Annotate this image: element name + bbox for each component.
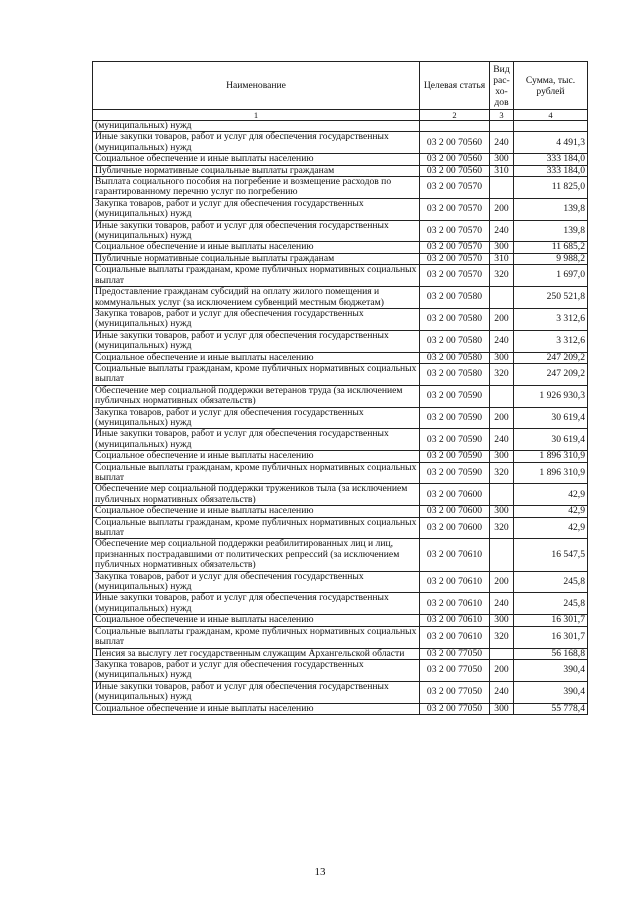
table-row [93,681,588,703]
table-row [93,253,588,264]
row-code-cell: 03 2 00 70610 [420,593,490,615]
header-sum: Сумма, тыс. рублей [514,62,588,110]
row-kind-cell: 300 [490,615,514,626]
row-name-cell: Закупка товаров, работ и услуг для обеспечения государственных (муниципальных) нужд [93,198,420,220]
row-sum-cell: 3 312,6 [514,308,588,330]
table-row [93,330,588,352]
page-number: 13 [314,866,326,878]
row-kind-cell: 300 [490,154,514,165]
table-row [93,626,588,648]
row-sum-cell: 42,9 [514,517,588,539]
row-code-cell: 03 2 00 70570 [420,242,490,253]
row-kind-cell: 200 [490,407,514,429]
row-sum-cell: 16 301,7 [514,626,588,648]
table-body [93,121,588,715]
table-row [93,517,588,539]
row-kind-cell: 200 [490,308,514,330]
row-name-cell: Социальные выплаты гражданам, кроме публичных нормативных социальных выплат [93,265,420,287]
table-row [93,615,588,626]
row-name-cell: Социальное обеспечение и иные выплаты населению [93,615,420,626]
row-kind-cell: 300 [490,242,514,253]
row-sum-cell: 390,4 [514,681,588,703]
row-kind-cell: 240 [490,132,514,154]
table-row [93,571,588,593]
row-kind-cell: 240 [490,429,514,451]
table-row [93,648,588,659]
row-name-cell: Социальное обеспечение и иные выплаты населению [93,703,420,714]
row-kind-cell: 240 [490,330,514,352]
row-name-cell: Социальное обеспечение и иные выплаты населению [93,352,420,363]
row-code-cell: 03 2 00 70580 [420,352,490,363]
row-sum-cell: 42,9 [514,484,588,506]
row-code-cell: 03 2 00 70570 [420,220,490,242]
row-kind-cell [490,484,514,506]
header-kind: Вид рас-хо-дов [490,62,514,110]
row-sum-cell: 30 619,4 [514,429,588,451]
table-row [93,462,588,484]
row-code-cell: 03 2 00 70600 [420,506,490,517]
table-row [93,363,588,385]
row-code-cell: 03 2 00 70600 [420,484,490,506]
row-name-cell: Выплата социального пособия на погребение и возмещение расходов по гарантированному перечню услуг по погребению [93,177,420,199]
row-code-cell: 03 2 00 70580 [420,330,490,352]
table-row [93,385,588,407]
row-code-cell: 03 2 00 70590 [420,407,490,429]
row-sum-cell: 9 988,2 [514,253,588,264]
row-code-cell: 03 2 00 70570 [420,177,490,199]
row-name-cell: Иные закупки товаров, работ и услуг для обеспечения государственных (муниципальных) нужд [93,220,420,242]
row-kind-cell: 320 [490,462,514,484]
table-row [93,308,588,330]
row-name-cell: Закупка товаров, работ и услуг для обеспечения государственных (муниципальных) нужд [93,407,420,429]
row-code-cell: 03 2 00 77050 [420,681,490,703]
table-row [93,265,588,287]
row-sum-cell: 250 521,8 [514,287,588,309]
row-code-cell: 03 2 00 70610 [420,571,490,593]
row-name-cell: Социальное обеспечение и иные выплаты населению [93,242,420,253]
row-code-cell: 03 2 00 70600 [420,517,490,539]
row-name-cell: Публичные нормативные социальные выплаты гражданам [93,165,420,176]
column-number: 3 [490,110,514,121]
row-name-cell: Социальное обеспечение и иные выплаты населению [93,154,420,165]
table-row [93,287,588,309]
row-sum-cell: 3 312,6 [514,330,588,352]
row-code-cell: 03 2 00 77050 [420,703,490,714]
row-kind-cell: 310 [490,165,514,176]
row-kind-cell: 200 [490,659,514,681]
row-name-cell: (муниципальных) нужд [93,121,420,132]
row-sum-cell: 139,8 [514,198,588,220]
row-name-cell: Обеспечение мер социальной поддержки реабилитированных лиц и лиц, признанных пострадавшими от политических репрессий (за исключением публичных нормативных обязательств) [93,539,420,571]
row-sum-cell: 247 209,2 [514,363,588,385]
table-row [93,242,588,253]
table-row [93,703,588,714]
row-name-cell: Социальные выплаты гражданам, кроме публичных нормативных социальных выплат [93,363,420,385]
table-row [93,429,588,451]
row-kind-cell: 200 [490,571,514,593]
row-code-cell: 03 2 00 70570 [420,265,490,287]
row-name-cell: Обеспечение мер социальной поддержки тружеников тыла (за исключением публичных нормативных обязательств) [93,484,420,506]
table-row [93,198,588,220]
row-name-cell: Закупка товаров, работ и услуг для обеспечения государственных (муниципальных) нужд [93,659,420,681]
row-kind-cell: 200 [490,198,514,220]
column-number: 1 [93,110,420,121]
row-code-cell: 03 2 00 70580 [420,363,490,385]
row-name-cell: Закупка товаров, работ и услуг для обеспечения государственных (муниципальных) нужд [93,571,420,593]
row-kind-cell: 320 [490,265,514,287]
row-code-cell: 03 2 00 70610 [420,615,490,626]
table-row [93,451,588,462]
table-row [93,121,588,132]
row-sum-cell: 30 619,4 [514,407,588,429]
row-sum-cell: 16 301,7 [514,615,588,626]
row-name-cell: Социальное обеспечение и иные выплаты населению [93,506,420,517]
row-sum-cell [514,121,588,132]
row-name-cell: Иные закупки товаров, работ и услуг для обеспечения государственных (муниципальных) нужд [93,593,420,615]
row-kind-cell: 240 [490,681,514,703]
row-name-cell: Иные закупки товаров, работ и услуг для обеспечения государственных (муниципальных) нужд [93,429,420,451]
row-code-cell: 03 2 00 70560 [420,154,490,165]
column-number: 4 [514,110,588,121]
row-name-cell: Социальные выплаты гражданам, кроме публичных нормативных социальных выплат [93,517,420,539]
row-sum-cell: 333 184,0 [514,165,588,176]
row-name-cell: Социальные выплаты гражданам, кроме публичных нормативных социальных выплат [93,462,420,484]
row-code-cell: 03 2 00 70590 [420,462,490,484]
row-code-cell: 03 2 00 70570 [420,253,490,264]
row-code-cell: 03 2 00 77050 [420,648,490,659]
row-kind-cell: 300 [490,506,514,517]
row-sum-cell: 11 825,0 [514,177,588,199]
row-kind-cell: 300 [490,703,514,714]
table-row [93,539,588,571]
row-name-cell: Закупка товаров, работ и услуг для обеспечения государственных (муниципальных) нужд [93,308,420,330]
row-kind-cell: 300 [490,451,514,462]
row-name-cell: Пенсия за выслугу лет государственным служащим Архангельской области [93,648,420,659]
row-kind-cell [490,539,514,571]
row-sum-cell: 55 778,4 [514,703,588,714]
row-kind-cell [490,287,514,309]
row-kind-cell [490,177,514,199]
column-number: 2 [420,110,490,121]
row-name-cell: Иные закупки товаров, работ и услуг для обеспечения государственных (муниципальных) нужд [93,132,420,154]
row-code-cell: 03 2 00 70560 [420,165,490,176]
table-row [93,132,588,154]
row-kind-cell [490,385,514,407]
table-row [93,407,588,429]
row-kind-cell [490,121,514,132]
row-code-cell [420,121,490,132]
header-name: Наименование [93,62,420,110]
row-sum-cell: 333 184,0 [514,154,588,165]
row-kind-cell: 320 [490,363,514,385]
row-sum-cell: 247 209,2 [514,352,588,363]
row-sum-cell: 245,8 [514,571,588,593]
budget-table [92,61,588,715]
row-sum-cell: 56 168,8 [514,648,588,659]
row-code-cell: 03 2 00 70590 [420,451,490,462]
row-code-cell: 03 2 00 77050 [420,659,490,681]
table-row [93,659,588,681]
row-sum-cell: 4 491,3 [514,132,588,154]
row-code-cell: 03 2 00 70580 [420,308,490,330]
row-sum-cell: 42,9 [514,506,588,517]
table-row [93,165,588,176]
table-row [93,154,588,165]
row-name-cell: Социальные выплаты гражданам, кроме публичных нормативных социальных выплат [93,626,420,648]
column-number-row [93,110,588,121]
row-kind-cell: 320 [490,517,514,539]
table-row [93,220,588,242]
row-sum-cell: 11 685,2 [514,242,588,253]
table-row [93,506,588,517]
row-kind-cell: 240 [490,593,514,615]
header-code: Целевая статья [420,62,490,110]
row-name-cell: Публичные нормативные социальные выплаты гражданам [93,253,420,264]
row-sum-cell: 1 896 310,9 [514,462,588,484]
row-sum-cell: 1 896 310,9 [514,451,588,462]
table-row [93,352,588,363]
table-row [93,177,588,199]
row-kind-cell: 240 [490,220,514,242]
row-kind-cell: 310 [490,253,514,264]
table-row [93,484,588,506]
row-kind-cell: 300 [490,352,514,363]
row-code-cell: 03 2 00 70610 [420,539,490,571]
row-name-cell: Иные закупки товаров, работ и услуг для обеспечения государственных (муниципальных) нужд [93,681,420,703]
row-sum-cell: 139,8 [514,220,588,242]
row-code-cell: 03 2 00 70580 [420,287,490,309]
row-kind-cell: 320 [490,626,514,648]
row-name-cell: Обеспечение мер социальной поддержки ветеранов труда (за исключением публичных нормативных обязательств) [93,385,420,407]
row-code-cell: 03 2 00 70590 [420,429,490,451]
row-code-cell: 03 2 00 70590 [420,385,490,407]
row-code-cell: 03 2 00 70570 [420,198,490,220]
row-code-cell: 03 2 00 70610 [420,626,490,648]
row-sum-cell: 245,8 [514,593,588,615]
row-code-cell: 03 2 00 70560 [420,132,490,154]
row-sum-cell: 390,4 [514,659,588,681]
header-row [93,62,588,110]
table-row [93,593,588,615]
row-sum-cell: 1 926 930,3 [514,385,588,407]
row-name-cell: Предоставление гражданам субсидий на оплату жилого помещения и коммунальных услуг (за исключением субвенций местным бюджетам) [93,287,420,309]
row-name-cell: Иные закупки товаров, работ и услуг для обеспечения государственных (муниципальных) нужд [93,330,420,352]
row-kind-cell [490,648,514,659]
row-sum-cell: 1 697,0 [514,265,588,287]
row-sum-cell: 16 547,5 [514,539,588,571]
row-name-cell: Социальное обеспечение и иные выплаты населению [93,451,420,462]
